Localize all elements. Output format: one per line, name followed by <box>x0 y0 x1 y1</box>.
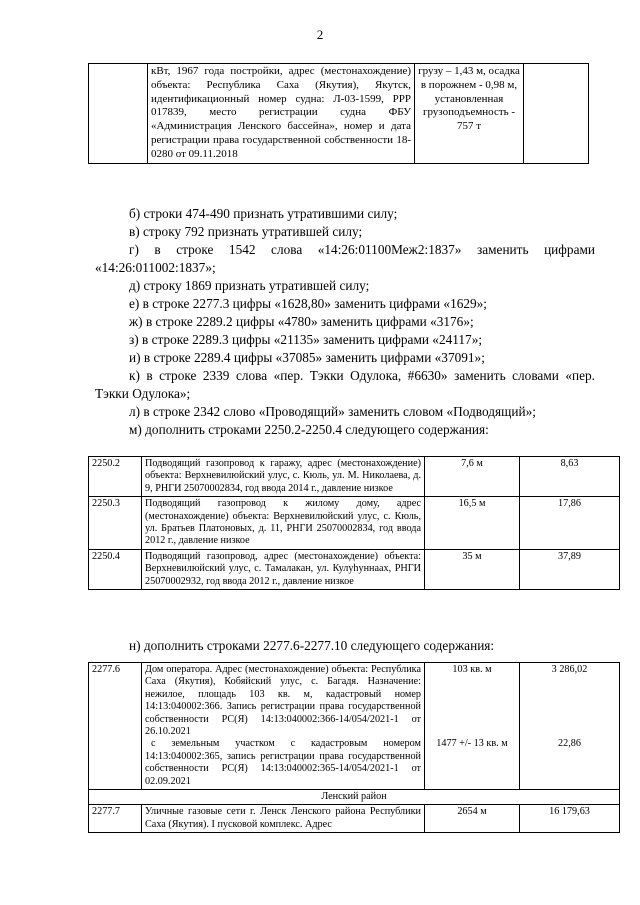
amendment-l: л) в строке 2342 слово «Проводящий» заменить словом «Подводящий»; <box>129 404 536 419</box>
amendment-z: з) в строке 2289.3 цифры «21135» заменить цифрами «24117»; <box>129 332 483 347</box>
amendment-zh: ж) в строке 2289.2 цифры «4780» заменить цифрами «3176»; <box>129 314 474 329</box>
table-row <box>89 549 620 589</box>
table-row <box>89 805 620 833</box>
table-row <box>89 497 620 550</box>
row-number: 2277.7 <box>89 805 142 833</box>
amendment-n-block <box>95 637 595 655</box>
table-row <box>89 663 620 790</box>
amendment-i: и) в строке 2289.4 цифры «37085» заменить цифрами «37091»; <box>129 350 485 365</box>
table-row <box>89 64 589 164</box>
row-size-land: 1477 +/- 13 кв. м <box>436 738 508 750</box>
section-row <box>89 790 620 805</box>
num-cell <box>89 64 148 164</box>
table-row <box>89 457 620 497</box>
row-description: Уличные газовые сети г. Ленск Ленского района Республики Саха (Якутия). I пусковой комплекс. Адрес <box>142 805 425 833</box>
amendment-d: д) строку 1869 признать утратившей силу; <box>129 278 370 293</box>
row-number: 2250.2 <box>89 457 142 497</box>
row-description-main: Дом оператора. Адрес (местонахождение) объекта: Республика Саха (Якутия), Кобяйский улус, с. Багадя. Назначение: нежилое, площадь 103 кв. м, кадастровый номер 14:13:040002:366. Запись регистрации права государственной собственности РС(Я) 14:13:040002:366-14/054/2021-1 от 26.10.2021 <box>145 664 421 738</box>
row-size: 16,5 м <box>425 497 520 550</box>
row-description: Подводящий газопровод к гаражу, адрес (местонахождение) объекта: Верхневилюйский улус, с. Кюль, ул. М. Николаева, д. 9, РНГИ 25070002834, год ввода 2014 г., давление низкое <box>142 457 425 497</box>
row-value: 16 179,63 <box>520 805 620 833</box>
row-number: 2250.4 <box>89 549 142 589</box>
amendment-n: н) дополнить строками 2277.6-2277.10 следующего содержания: <box>129 638 495 653</box>
row-size: 2654 м <box>425 805 520 833</box>
row-size: 7,6 м <box>425 457 520 497</box>
amendment-e: е) в строке 2277.3 цифры «1628,80» заменить цифрами «1629»; <box>129 296 488 311</box>
row-value <box>520 663 620 790</box>
amendments-list <box>95 205 595 439</box>
amendment-b: б) строки 474-490 признать утратившими силу; <box>129 206 398 221</box>
row-description: Подводящий газопровод, адрес (местонахождение) объекта: Верхневилюйский улус, с. Тамалакан, ул. Кулуһуннаах, РНГИ 25070002932, год ввода 2012 г., давление низкое <box>142 549 425 589</box>
row-size-building: 103 кв. м <box>452 664 492 675</box>
row-value: 17,86 <box>520 497 620 550</box>
row-value-building: 3 286,02 <box>551 664 588 675</box>
table-n <box>88 662 620 833</box>
amendment-m: м) дополнить строками 2250.2-2250.4 следующего содержания: <box>129 422 489 437</box>
row-number: 2277.6 <box>89 663 142 790</box>
row-size: 35 м <box>425 549 520 589</box>
row-number: 2250.3 <box>89 497 142 550</box>
amendment-g: г) в строке 1542 слова «14:26:01100Меж2:1837» заменить цифрами «14:26:011002:1837»; <box>95 242 595 275</box>
row-size <box>425 663 520 790</box>
row-value: 37,89 <box>520 549 620 589</box>
amendment-v: в) строку 792 признать утратившей силу; <box>129 224 363 239</box>
amendment-k: к) в строке 2339 слова «пер. Тэкки Одулока, #6630» заменить словами «пер. Тэкки Одулока»; <box>95 368 595 401</box>
specs-cell: грузу – 1,43 м, осадка в порожнем - 0,98 м, установленная грузоподъемность - 757 т <box>415 64 524 164</box>
page-number: 2 <box>316 27 324 42</box>
row-description <box>142 663 425 790</box>
table-m <box>88 456 620 590</box>
row-description: Подводящий газопровод к жилому дому, адрес (местонахождение) объекта: Верхневилюйский улус, с. Кюль, ул. Братьев Платоновых, д. 11, РНГИ 25070002834, год ввода 2012 г., давление низкое <box>142 497 425 550</box>
value-cell <box>524 64 589 164</box>
continued-table <box>88 63 589 164</box>
section-title: Ленский район <box>89 790 620 805</box>
row-value-land: 22,86 <box>558 738 581 750</box>
description-cell: кВт, 1967 года постройки, адрес (местонахождение) объекта: Республика Саха (Якутия), Якутск, идентификационный номер судна: Л-03-1599, РРР 017839, место регистрации судна ФБУ «Администрация Ленского бассейна», номер и дата регистрации права государственной собственности 18-0280 от 09.11.2018 <box>148 64 415 164</box>
row-description-land: с земельным участком с кадастровым номером 14:13:040002:365, запись регистрации права государственной собственности РС(Я) 14:13:040002:365-14/054/2021-1 от 02.09.2021 <box>145 738 421 787</box>
row-value: 8,63 <box>520 457 620 497</box>
